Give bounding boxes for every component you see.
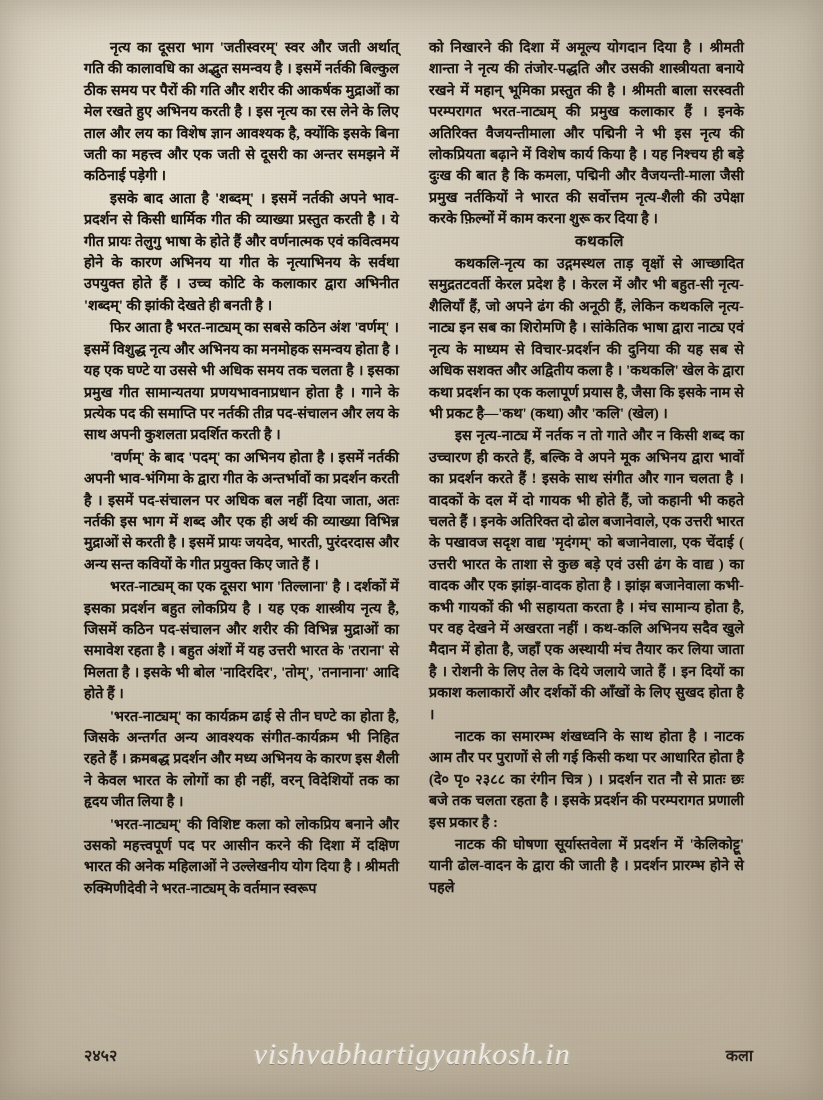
page-number: २४५२	[84, 1048, 118, 1065]
page-text-area	[84, 38, 744, 1018]
section-heading: कथकलि	[574, 233, 625, 250]
paragraph: कथकलि-नृत्य का उद्गमस्थल ताड़ वृक्षों से आच्छादित समुद्रतटवर्ती केरल प्रदेश है । केरल में और भी बहुत-सी नृत्य-शैलियाँ हैं, जो अपने ढंग की अनूठी हैं, लेकिन कथकलि नृत्य-नाट्य इन सब का शिरोमणि है । सांकेतिक भाषा द्वारा नाट्य एवं नृत्य के माध्यम से विचार-प्रदर्शन की दुनिया की यह सब से अधिक सशक्त और अद्वितीय कला है । 'कथकलि' खेल के द्वारा कथा प्रदर्शन का एक कलापूर्ण प्रयास है, जैसा कि इसके नाम से भी प्रकट है—'कथ' (कथा) और 'कलि' (खेल) ।	[429, 256, 744, 422]
paragraph: नृत्य का दूसरा भाग 'जतीस्वरम्' स्वर और जती अर्थात् गति की कालावधि का अद्भुत समन्वय है । इसमें नर्तकी बिल्कुल ठीक समय पर पैरों की गति और शरीर की आकर्षक मुद्राओं का मेल रखते हुए अभिनय करती है । इस नृत्य का रस लेने के लिए ताल और लय का विशेष ज्ञान आवश्यक है, क्योंकि इसके बिना जती का महत्त्व और एक जती से दूसरी का अन्तर समझने में कठिनाई पड़ेगी ।	[84, 40, 399, 185]
paragraph: इसके बाद आता है 'शब्दम्' । इसमें नर्तकी अपने भाव-प्रदर्शन से किसी धार्मिक गीत की व्याख्या प्रस्तुत करती है । ये गीत प्रायः तेलुगु भाषा के होते हैं और वर्णनात्मक एवं कवित्वमय होने के कारण अभिनय या गीत के नृत्याभिनय के सर्वथा उपयुक्त होते हैं । उच्च कोटि के कलाकार द्वारा अभिनीत 'शब्दम्' की झांकी देखते ही बनती है ।	[84, 190, 399, 314]
left-column	[84, 38, 399, 1018]
paragraph: फिर आता है भरत-नाट्यम् का सबसे कठिन अंश 'वर्णम्' । इसमें विशुद्ध नृत्य और अभिनय का मनमोहक समन्वय होता है । यह एक घण्टे या उससे भी अधिक समय तक चलता है । इसका प्रमुख गीत सामान्यतया प्रणयभावनाप्रधान होता है । गाने के प्रत्येक पद की समाप्ति पर नर्तकी तीव्र पद-संचालन और लय के साथ अपनी कुशलता प्रदर्शित करती है ।	[84, 320, 399, 444]
paragraph: नाटक की घोषणा सूर्यास्तवेला में प्रदर्शन में 'केलिकोट्टू' यानी ढोल-वादन के द्वारा की जाती है । प्रदर्शन प्रारम्भ होने से पहले	[429, 837, 744, 896]
paragraph-continuation: को निखारने की दिशा में अमूल्य योगदान दिया है । श्रीमती शान्ता ने नृत्य की तंजोर-पद्धति और उसकी शास्त्रीयता बनाये रखने में महान् भूमिका प्रस्तुत की है । श्रीमती बाला सरस्वती परम्परागत भरत-नाट्यम् की प्रमुख कलाकार हैं । इनके अतिरिक्त वैजयन्तीमाला और पद्मिनी ने भी इस नृत्य की लोकप्रियता बढ़ाने में विशेष कार्य किया है । यह निश्चय ही बड़े दुःख की बात है कि कमला, पद्मिनी और वैजयन्ती-माला जैसी प्रमुख नर्तकियों ने भारत की सर्वोत्तम नृत्य-शैली की उपेक्षा करके फ़िल्मों में काम करना शुरू कर दिया है ।	[429, 40, 744, 228]
page-footer	[84, 1032, 753, 1072]
paragraph: नाटक का समारम्भ शंखध्वनि के साथ होता है । नाटक आम तौर पर पुराणों से ली गई किसी कथा पर आधारित होता है (दे० पृ० २३८८ का रंगीन चित्र ) । प्रदर्शन रात नौ से प्रातः छः बजे तक चलता रहता है । इसके प्रदर्शन की परम्परागत प्रणाली इस प्रकार है :	[429, 729, 744, 831]
running-title: कला	[725, 1048, 753, 1065]
paragraph: 'वर्णम्' के बाद 'पदम्' का अभिनय होता है । इसमें नर्तकी अपनी भाव-भंगिमा के द्वारा गीत के अन्तर्भावों का प्रदर्शन करती है । इसमें पद-संचालन पर अधिक बल नहीं दिया जाता, अतः नर्तकी इस भाग में शब्द और एक ही अर्थ की व्याख्या विभिन्न मुद्राओं से करती है । इसमें प्रायः जयदेव, भारती, पुरंदरदास और अन्य सन्त कवियों के गीत प्रयुक्त किए जाते हैं ।	[84, 449, 399, 573]
paragraph: 'भरत-नाट्यम्' का कार्यक्रम ढाई से तीन घण्टे का होता है, जिसके अन्तर्गत अन्य आवश्यक संगीत-कार्यक्रम भी निहित रहते हैं । क्रमबद्ध प्रदर्शन और मध्य अभिनय के कारण इस शैली ने केवल भारत के लोगों का ही नहीं, वरन् विदेशियों तक का हृदय जीत लिया है ।	[84, 708, 399, 811]
paragraph: भरत-नाट्यम् का एक दूसरा भाग 'तिल्लाना' है । दर्शकों में इसका प्रदर्शन बहुत लोकप्रिय है । यह एक शास्त्रीय नृत्य है, जिसमें कठिन पद-संचालन और शरीर की विभिन्न मुद्राओं का समावेश रहता है । बहुत अंशों में यह उत्तरी भारत के 'तराना' से मिलता है । इसके भी बोल 'नादिरदिर', 'तोम्', 'तनानाना' आदि होते हैं ।	[84, 579, 399, 703]
paragraph: 'भरत-नाट्यम्' की विशिष्ट कला को लोकप्रिय बनाने और उसको महत्त्वपूर्ण पद पर आसीन करने की दिशा में दक्षिण भारत की अनेक महिलाओं ने उल्लेखनीय योग दिया है । श्रीमती रुक्मिणीदेवी ने भरत-नाट्यम् के वर्तमान स्वरूप	[84, 816, 399, 897]
watermark-text: vishvabhartigyankosh.in	[253, 1038, 571, 1071]
paragraph: इस नृत्य-नाट्य में नर्तक न तो गाते और न किसी शब्द का उच्चारण ही करते हैं, बल्कि वे अपने मूक अभिनय द्वारा भावों का प्रदर्शन करते हैं ! इसके साथ संगीत और गान चलता है । वादकों के दल में दो गायक भी होते हैं, जो कहानी भी कहते चलते हैं । इनके अतिरिक्त दो ढोल बजानेवाले, एक उत्तरी भारत के पखावज सदृश वाद्य 'मृदंगम्' को बजानेवाला, एक चेंदाई ( उत्तरी भारत के ताशा से कुछ बड़े एवं उसी ढंग के वाद्य ) का वादक और एक झांझ-वादक होता है । झांझ बजानेवाला कभी-कभी गायकों की भी सहायता करता है । मंच सामान्य होता है, पर वह देखने में अखरता नहीं । कथ-कलि अभिनय सदैव खुले मैदान में होता है, जहाँ एक अस्थायी मंच तैयार कर लिया जाता है । रोशनी के लिए तेल के दिये जलाये जाते हैं । इन दियों का प्रकाश कलाकारों और दर्शकों की आँखों के लिए सुखद होता है ।	[429, 428, 744, 723]
right-column	[429, 38, 744, 1018]
